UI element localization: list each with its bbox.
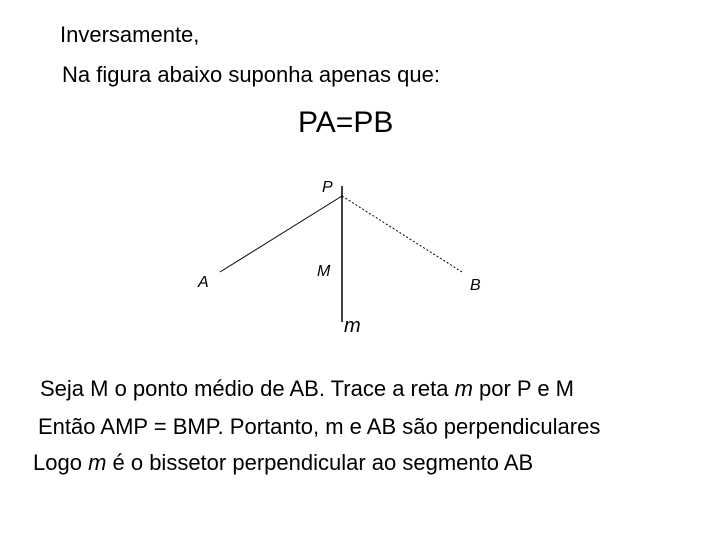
label-m-point: M xyxy=(317,263,331,280)
proof-line-2: Então AMP = BMP. Portanto, m e AB são perpendiculares xyxy=(38,414,601,439)
condition-text: PA=PB xyxy=(298,106,394,139)
proof-line-3-b: é o bissetor perpendicular ao segmento AB xyxy=(106,450,534,475)
proof-line-3-a: Logo xyxy=(33,450,89,475)
segment-pa xyxy=(220,196,342,272)
proof-line-1 xyxy=(40,376,574,402)
proof-line-1-b: por P e M xyxy=(472,376,574,401)
label-m-line: m xyxy=(344,315,361,337)
proof-line-1-m: m xyxy=(454,376,473,401)
intro-line-2: Na figura abaixo suponha apenas que: xyxy=(62,62,440,87)
proof-line-1-a: Seja M o ponto médio de AB. Trace a reta xyxy=(40,376,455,401)
segment-pb xyxy=(342,196,462,272)
label-a: A xyxy=(198,274,209,291)
intro-line-1: Inversamente, xyxy=(60,22,200,47)
proof-line-3-m: m xyxy=(88,450,107,475)
proof-line-3 xyxy=(33,450,533,476)
label-p: P xyxy=(322,179,333,196)
label-b: B xyxy=(470,277,481,294)
